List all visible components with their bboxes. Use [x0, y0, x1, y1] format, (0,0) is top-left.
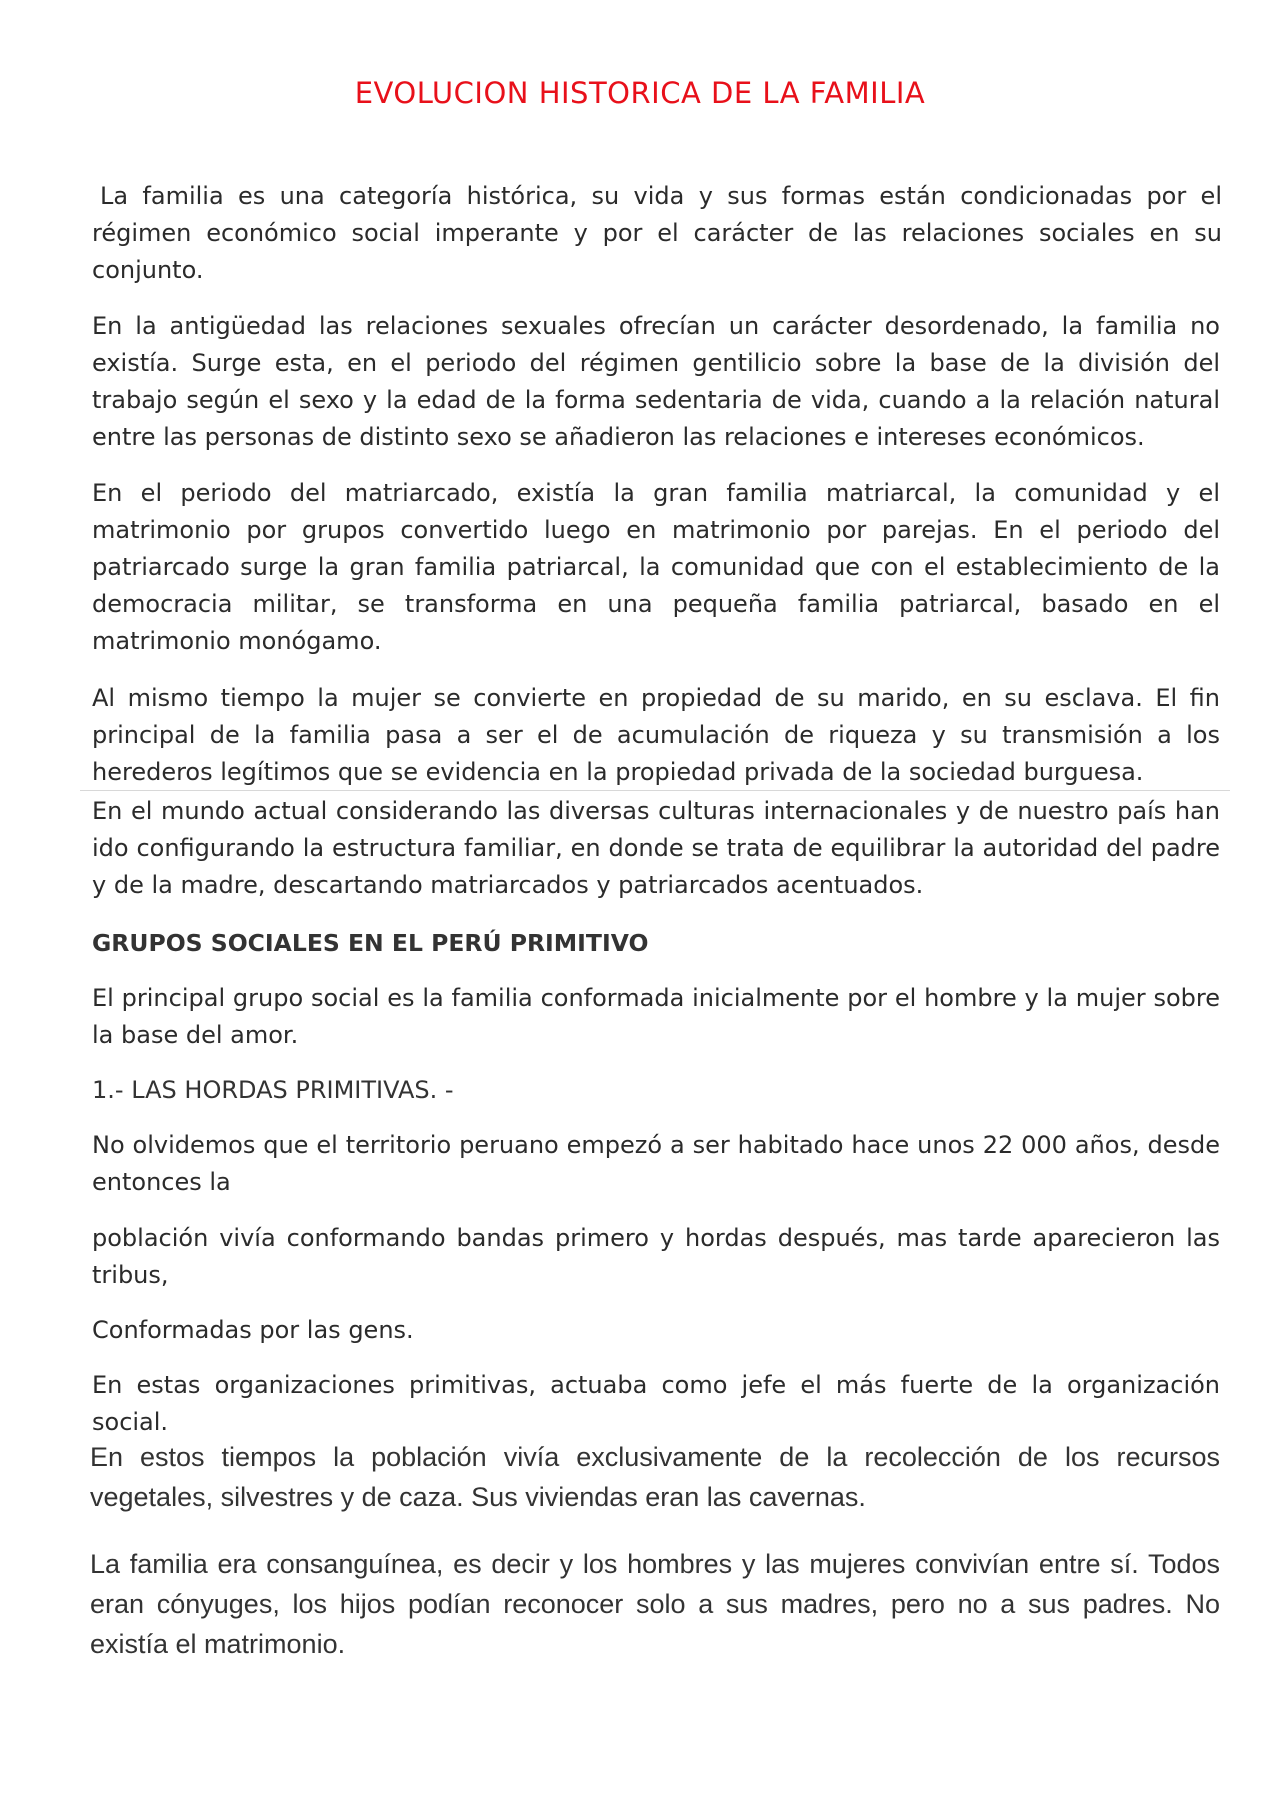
paragraph-6: El principal grupo social es la familia conformada inicialmente por el hombre y la mujer sobre la base del amor. [92, 984, 1220, 1049]
paragraph-9: Conformadas por las gens. [92, 1316, 414, 1344]
paragraph-3: En el periodo del matriarcado, existía la gran familia matriarcal, la comunidad y el matrimonio por grupos convertido luego en matrimonio por parejas. En el periodo del patriarcado surge la gran familia patriarcal, la comunidad que con el establecimiento de la democracia militar, se transforma en una pequeña familia patriarcal, basado en el matrimonio monógamo. [92, 479, 1220, 655]
paragraph-11: En estos tiempos la población vivía exclusivamente de la recolección de los recursos vegetales, silvestres y de caza. Sus viviendas eran las cavernas. [90, 1442, 1220, 1512]
paragraph-7: No olvidemos que el territorio peruano empezó a ser habitado hace unos 22 000 años, desde entonces la [92, 1131, 1220, 1196]
list-title: 1.- LAS HORDAS PRIMITIVAS. - [92, 1076, 454, 1104]
paragraph-2: En la antigüedad las relaciones sexuales ofrecían un carácter desordenado, la familia no existía. Surge esta, en el periodo del régimen gentilicio sobre la base de la división del trabajo según el sexo y la edad de la forma sedentaria de vida, cuando a la relación natural entre las personas de distinto sexo se añadieron las relaciones e intereses económicos. [92, 312, 1220, 451]
paragraph-10: En estas organizaciones primitivas, actuaba como jefe el más fuerte de la organización social. [92, 1371, 1220, 1436]
section-divider [80, 790, 1230, 791]
paragraph-12: La familia era consanguínea, es decir y los hombres y las mujeres convivían entre sí. Todos eran cónyuges, los hijos podían reconocer solo a sus madres, pero no a sus padres. No existía el matrimonio. [90, 1549, 1220, 1659]
page-title: EVOLUCION HISTORICA DE LA FAMILIA [354, 76, 926, 110]
paragraph-1: La familia es una categoría histórica, su vida y sus formas están condicionadas por el régimen económico social imperante y por el carácter de las relaciones sociales en su conjunto. [92, 182, 1222, 284]
section-heading: GRUPOS SOCIALES EN EL PERÚ PRIMITIVO [92, 929, 649, 957]
paragraph-4: Al mismo tiempo la mujer se convierte en propiedad de su marido, en su esclava. El fin principal de la familia pasa a ser el de acumulación de riqueza y su transmisión a los herederos legítimos que se evidencia en la propiedad privada de la sociedad burguesa. [92, 684, 1220, 786]
paragraph-8: población vivía conformando bandas primero y hordas después, mas tarde aparecieron las tribus, [92, 1224, 1220, 1289]
paragraph-5: En el mundo actual considerando las diversas culturas internacionales y de nuestro país han ido configurando la estructura familiar, en donde se trata de equilibrar la autoridad del padre y de la madre, descartando matriarcados y patriarcados acentuados. [92, 797, 1220, 899]
